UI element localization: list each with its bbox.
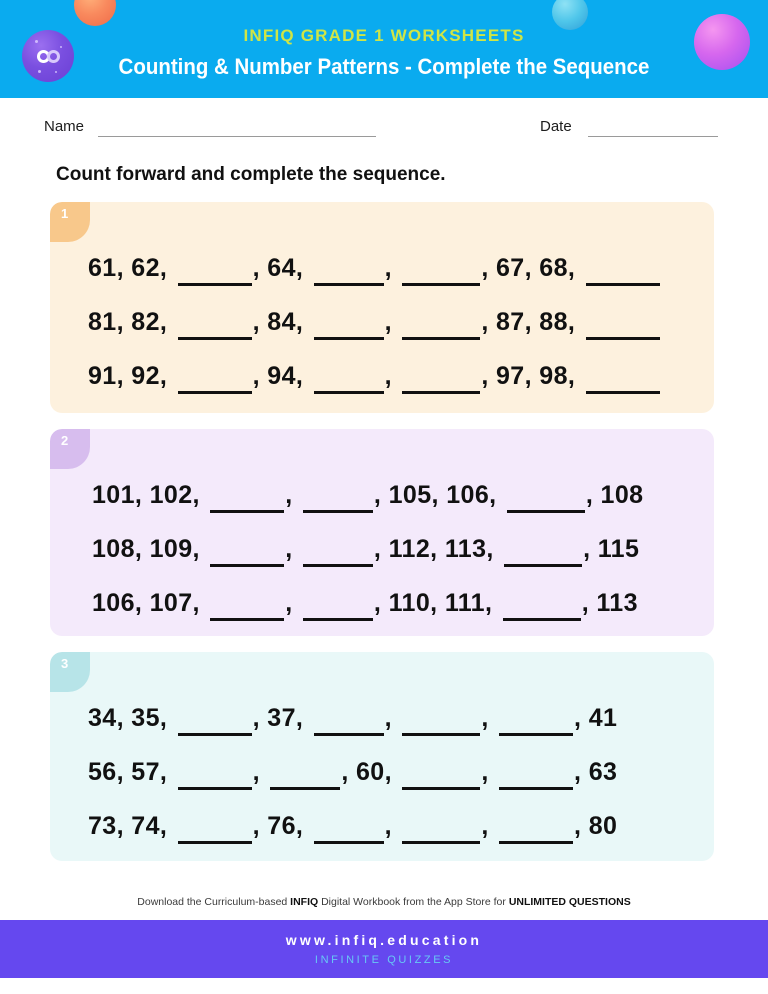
date-input-line[interactable] — [588, 136, 718, 137]
exercise-number-label: 1 — [61, 206, 69, 221]
sequence-number: 73, 74, — [88, 812, 175, 840]
sequence-blank[interactable] — [402, 254, 480, 286]
sequence-blank[interactable] — [178, 308, 252, 340]
sequence-number: , — [384, 812, 400, 840]
sequence-number: 101, 102, — [92, 481, 208, 509]
sequence-number: , — [384, 704, 400, 732]
sequence-blank[interactable] — [402, 308, 480, 340]
sequence-number: , 112, 113, — [373, 535, 502, 563]
sequence-number: , 87, 88, — [481, 308, 583, 336]
sequence-blank[interactable] — [314, 308, 384, 340]
sequence-blank[interactable] — [499, 812, 573, 844]
sequence-blank[interactable] — [586, 254, 660, 286]
sequence-blank[interactable] — [402, 758, 480, 790]
sequence-number: , 76, — [252, 812, 311, 840]
sequence-blank[interactable] — [499, 704, 573, 736]
exercise-panel-1 — [50, 202, 714, 413]
footer-bar — [0, 920, 768, 978]
sequence-blank[interactable] — [402, 704, 480, 736]
sequence-number: , 115 — [583, 535, 640, 563]
sequence-row[interactable] — [50, 758, 714, 788]
sequence-number: , 97, 98, — [481, 362, 583, 390]
sequence-number: , — [285, 589, 300, 617]
sequence-blank[interactable] — [314, 704, 384, 736]
sequence-number: , 84, — [252, 308, 311, 336]
sequence-number: , 110, 111, — [373, 589, 500, 617]
sequence-number: , 113 — [581, 589, 638, 617]
sequence-row[interactable] — [50, 308, 714, 338]
worksheet-header — [0, 0, 768, 98]
sequence-blank[interactable] — [402, 362, 480, 394]
sequence-number: , 67, 68, — [481, 254, 583, 282]
sequence-number: 34, 35, — [88, 704, 175, 732]
name-input-line[interactable] — [98, 136, 376, 137]
sequence-number: , 94, — [252, 362, 311, 390]
sequence-blank[interactable] — [178, 254, 252, 286]
sequence-number: , — [384, 254, 400, 282]
sequence-number: 61, 62, — [88, 254, 175, 282]
sequence-blank[interactable] — [210, 535, 284, 567]
sequence-number: , — [481, 758, 497, 786]
sequence-blank[interactable] — [178, 362, 252, 394]
worksheet-title: INFIQ GRADE 1 WORKSHEETS — [243, 26, 525, 45]
worksheet-subtitle: Counting & Number Patterns - Complete the Sequence — [118, 54, 650, 79]
exercise-number-label: 2 — [61, 433, 69, 448]
sequence-blank[interactable] — [303, 535, 373, 567]
sequence-row[interactable] — [50, 535, 714, 565]
footer-note-prefix: Download the Curriculum-based — [137, 896, 291, 908]
sequence-number: , 41 — [574, 704, 618, 732]
sequence-row[interactable] — [50, 362, 714, 392]
sequence-blank[interactable] — [178, 758, 252, 790]
sequence-blank[interactable] — [178, 812, 252, 844]
sequence-row[interactable] — [50, 589, 714, 619]
sequence-blank[interactable] — [314, 812, 384, 844]
sequence-number: , 37, — [252, 704, 311, 732]
sequence-row[interactable] — [50, 704, 714, 734]
sequence-row[interactable] — [50, 812, 714, 842]
sequence-blank[interactable] — [270, 758, 340, 790]
sequence-blank[interactable] — [314, 362, 384, 394]
name-label: Name — [44, 118, 85, 135]
sequence-row[interactable] — [50, 254, 714, 284]
footer-note-brand: INFIQ — [290, 896, 319, 908]
sequence-blank[interactable] — [303, 481, 373, 513]
sequence-blank[interactable] — [507, 481, 585, 513]
exercise-panel-3 — [50, 652, 714, 861]
sequence-rows-1 — [50, 202, 714, 413]
sequence-blank[interactable] — [586, 362, 660, 394]
sequence-blank[interactable] — [504, 535, 582, 567]
sequence-row[interactable] — [50, 481, 714, 511]
sequence-number: , 60, — [341, 758, 400, 786]
footer-note-middle: Digital Workbook from the App Store for — [318, 896, 509, 908]
sequence-blank[interactable] — [499, 758, 573, 790]
sequence-blank[interactable] — [210, 589, 284, 621]
sequence-number: 91, 92, — [88, 362, 175, 390]
sequence-rows-2 — [50, 429, 714, 636]
footer-website-link[interactable]: www.infiq.education — [285, 932, 483, 948]
sequence-number: , — [384, 308, 400, 336]
exercise-panel-2 — [50, 429, 714, 636]
sequence-number: , 80 — [574, 812, 618, 840]
sequence-blank[interactable] — [210, 481, 284, 513]
sequence-number: 56, 57, — [88, 758, 175, 786]
footer-tagline: INFINITE QUIZZES — [314, 954, 454, 966]
name-date-row — [0, 118, 768, 148]
sequence-number: , — [384, 362, 400, 390]
date-label: Date — [540, 118, 572, 135]
sequence-number: 108, 109, — [92, 535, 208, 563]
sequence-number: , — [481, 812, 497, 840]
sequence-number: , — [285, 535, 300, 563]
sequence-number: , 108 — [585, 481, 644, 509]
sequence-rows-3 — [50, 652, 714, 861]
sequence-number: , 64, — [252, 254, 311, 282]
sequence-blank[interactable] — [586, 308, 660, 340]
footer-note-suffix: UNLIMITED QUESTIONS — [508, 896, 631, 908]
sequence-blank[interactable] — [303, 589, 373, 621]
sequence-number: , — [285, 481, 300, 509]
sequence-number: 106, 107, — [92, 589, 208, 617]
sequence-blank[interactable] — [402, 812, 480, 844]
sequence-number: 81, 82, — [88, 308, 175, 336]
sequence-number: , — [481, 704, 497, 732]
footer-promo-text — [0, 896, 768, 908]
sequence-blank[interactable] — [314, 254, 384, 286]
sequence-number: , 105, 106, — [373, 481, 504, 509]
exercise-number-label: 3 — [61, 656, 69, 671]
sequence-blank[interactable] — [503, 589, 581, 621]
instruction-text: Count forward and complete the sequence. — [56, 164, 446, 185]
sequence-blank[interactable] — [178, 704, 252, 736]
sequence-number: , — [252, 758, 268, 786]
sequence-number: , 63 — [574, 758, 618, 786]
